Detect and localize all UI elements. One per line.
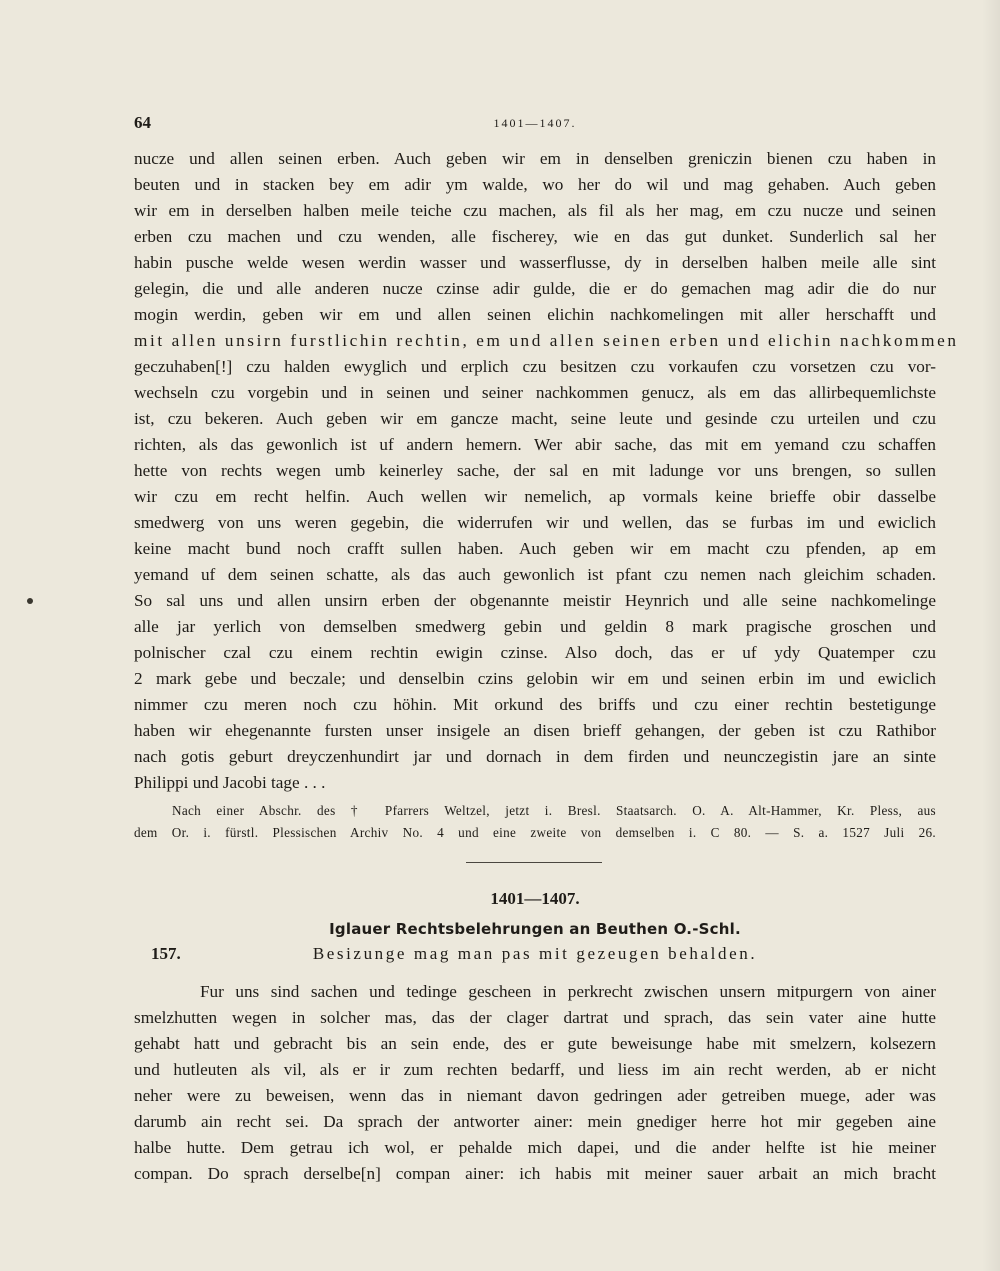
text-line: und hutleuten als vil, als er ir zum rechten bedarff, und liess im ain recht werden, ab er nicht xyxy=(134,1060,936,1079)
text-line: habin pusche welde wesen werdin wasser und wasserflusse, dy in derselben halben meile alle sint xyxy=(134,253,936,272)
text-line: Fur uns sind sachen und tedinge gescheen in perkrecht zwischen unsern mitpurgern von ainer xyxy=(200,982,936,1001)
document-number: 157. xyxy=(151,944,181,963)
text-line: nimmer czu meren noch czu höhin. Mit orkund des briffs und czu einer rechtin bestetigunge xyxy=(134,695,936,714)
text-line: Philippi und Jacobi tage . . . xyxy=(134,773,326,792)
text-line: polnischer czal czu einem rechtin ewigin czinse. Also doch, das er uf ydy Quatemper czu xyxy=(134,643,936,662)
text-line: nach gotis geburt dreyczenhundirt jar und dornach in dem firden und neunczegistin jare an sinte xyxy=(134,747,936,766)
section-subtitle: Iglauer Rechtsbelehrungen an Beuthen O.-Schl. xyxy=(329,920,741,938)
source-note-line: dem Or. i. fürstl. Plessischen Archiv No. 4 und eine zweite von demselben i. C 80. — S. a. 1527 Juli 26. xyxy=(134,825,936,840)
text-line: yemand uf dem seinen schatte, als das auch gewonlich ist pfant czu nemen nach gleichim schaden. xyxy=(134,565,936,584)
page-number: 64 xyxy=(134,113,151,132)
text-line: richten, als das gewonlich ist uf andern hemern. Wer abir sache, das mit em yemand czu schaffen xyxy=(134,435,936,454)
text-line: ist, czu bekeren. Auch geben wir em gancze macht, seine leute und gesinde czu urteilen und czu xyxy=(134,409,936,428)
source-note xyxy=(134,800,936,844)
document-body xyxy=(134,146,959,796)
page-header xyxy=(134,113,936,137)
text-line: wir em in derselben halben meile teiche czu machen, als fil als her mag, em czu nucze und seinen xyxy=(134,201,936,220)
text-line: beuten und in stacken bey em adir ym walde, wo her do wil und mag gehaben. Auch geben xyxy=(134,175,936,194)
text-line: darumb ain recht sei. Da sprach der antworter ainer: mein gnediger herre hot mir gegeben aine xyxy=(134,1112,936,1131)
page-edge-shadow xyxy=(982,0,1000,1271)
text-line: smelzhutten wegen in solcher mas, das der clager dartrat und sprach, das sein vater aine hutte xyxy=(134,1008,936,1027)
running-head: 1401—1407. xyxy=(493,116,577,130)
document-title: Besizunge mag man pas mit gezeugen behalden. xyxy=(312,944,758,963)
text-line: geczuhaben[!] czu halden ewyglich und erplich czu besitzen czu vorkaufen czu vorsetzen czu vor- xyxy=(134,357,936,376)
section-date: 1401—1407. xyxy=(490,889,580,908)
text-line: smedwerg von uns weren gegebin, die widerrufen wir und wellen, das se furbas im und ewiclich xyxy=(134,513,936,532)
source-note-line: Nach einer Abschr. des † Pfarrers Weltzel, jetzt i. Bresl. Staatsarch. O. A. Alt-Hammer, Kr. Pless, aus xyxy=(172,803,936,818)
text-line: mogin werdin, geben wir em und allen seinen elichin nachkomelingen mit aller herschafft und xyxy=(134,305,936,324)
text-line: halbe hutte. Dem getrau ich wol, er pehalde mich dapei, und die ander helfte ist hie meiner xyxy=(134,1138,936,1157)
text-line: keine macht bund noch crafft sullen haben. Auch geben wir em macht czu pfenden, ap em xyxy=(134,539,936,558)
text-line: mit allen unsirn furstlichin rechtin, em und allen seinen erben und elichin nachkommen xyxy=(134,331,959,350)
text-line: haben wir ehegenannte fursten unser insigele an disen brieff gehangen, der geben ist czu Rathibor xyxy=(134,721,936,740)
text-line: nucze und allen seinen erben. Auch geben wir em in denselben greniczin bienen czu haben in xyxy=(134,149,936,168)
ink-spot xyxy=(27,598,33,604)
text-line: alle jar yerlich von demselben smedwerg gebin und geldin 8 mark pragische groschen und xyxy=(134,617,936,636)
text-line: So sal uns und allen unsirn erben der obgenannte meistir Heynrich und alle seine nachkomelinge xyxy=(134,591,936,610)
text-line: compan. Do sprach derselbe[n] compan ainer: ich habis mit meiner sauer arbait an mich bracht xyxy=(134,1164,936,1183)
section-body xyxy=(134,979,936,1187)
text-line: gelegin, die und alle anderen nucze czinse adir gulde, die er do gemachen mag adir die do nur xyxy=(134,279,936,298)
text-line: wechseln czu vorgebin und in seinen und seiner nachkommen genucz, als em das allirbequemlichste xyxy=(134,383,936,402)
text-line: wir czu em recht helfin. Auch wellen wir nemelich, ap vormals keine brieffe obir dasselbe xyxy=(134,487,936,506)
text-line: erben czu machen und czu wenden, alle fischerey, wie en das gut dunket. Sunderlich sal her xyxy=(134,227,936,246)
text-line: gehabt hatt und gebracht bis an sein ende, des er gute beweisunge habe mit smelzern, kolsezern xyxy=(134,1034,936,1053)
section-divider xyxy=(466,862,602,863)
text-line: 2 mark gebe und beczale; und denselbin czins gelobin wir em und seinen erbin im und ewiclich xyxy=(134,669,936,688)
text-line: hette von rechts wegen umb keinerley sache, der sal en mit ladunge vor uns brengen, so sullen xyxy=(134,461,936,480)
text-line: neher were zu beweisen, wenn das in niemant davon gedringen ader getreiben muege, ader was xyxy=(134,1086,936,1105)
